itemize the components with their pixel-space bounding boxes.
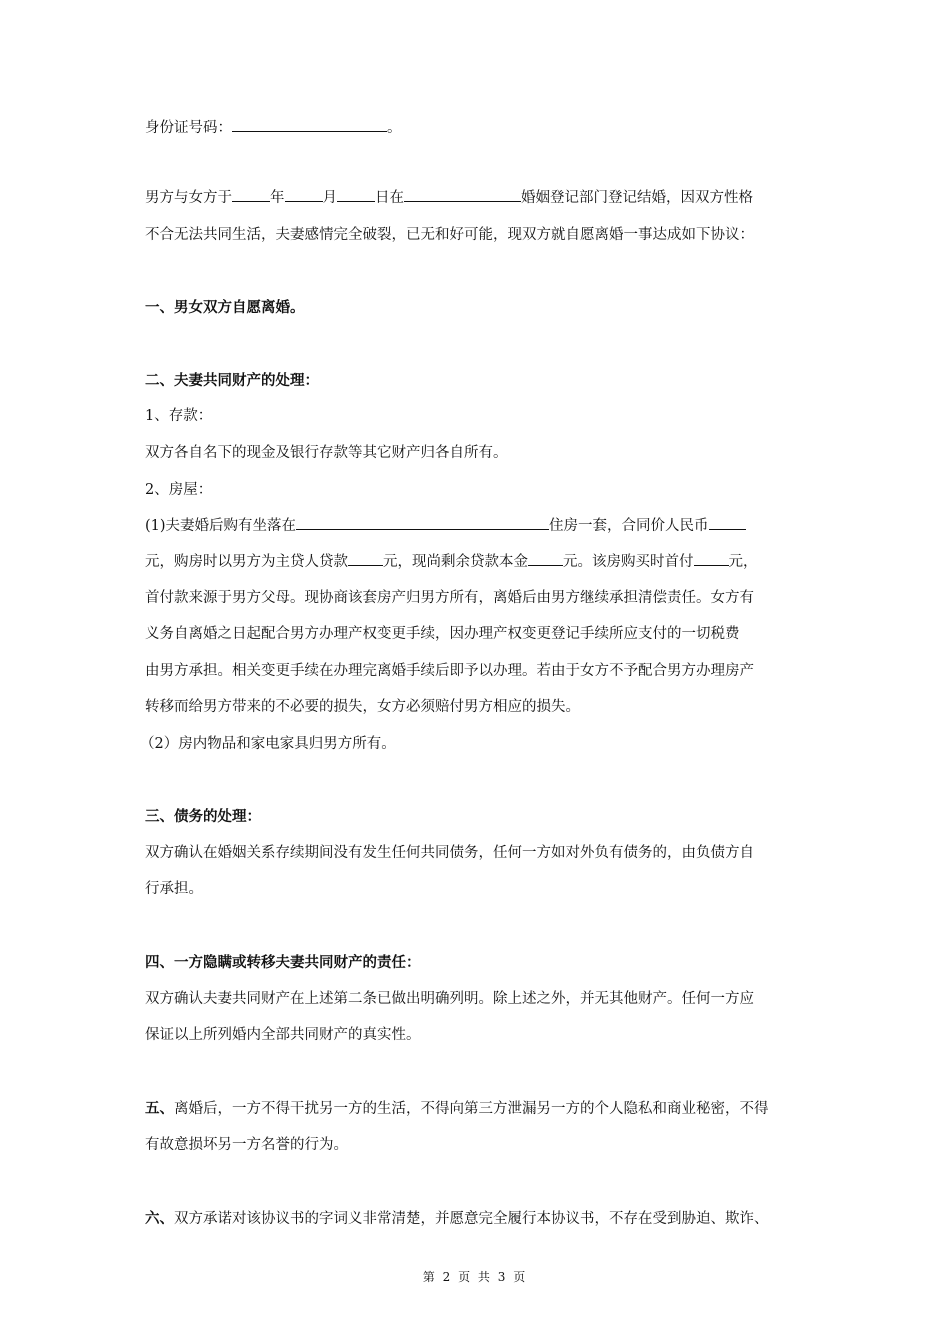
month-blank xyxy=(285,187,323,202)
text: 日在 xyxy=(375,190,404,206)
year-blank xyxy=(232,187,270,202)
section-3-heading: 三、债务的处理： xyxy=(145,808,261,825)
house-line-6: 转移而给男方带来的不必要的损失，女方必须赔付男方相应的损失。 xyxy=(145,699,580,715)
text: 离婚后，一方不得干扰另一方的生活，不得向第三方泄漏另一方的个人隐私和商业秘密，不得 xyxy=(174,1101,769,1117)
footer-text: 第 xyxy=(422,1270,437,1284)
marriage-line-1 xyxy=(145,187,753,208)
section-4-heading: 四、一方隐瞒或转移夫妻共同财产的责任： xyxy=(145,954,421,971)
location-blank xyxy=(296,515,549,530)
down-payment-blank xyxy=(694,551,729,566)
text: 年 xyxy=(270,190,285,206)
section-3-line-1: 双方确认在婚姻关系存续期间没有发生任何共同债务，任何一方如对外负有债务的，由负债方自 xyxy=(145,845,754,861)
house-item-2: （2）房内物品和家电家具归男方所有。 xyxy=(140,736,396,752)
footer-text: 页 xyxy=(513,1270,528,1284)
day-blank xyxy=(337,187,375,202)
section-6-line-1 xyxy=(145,1209,769,1229)
text: 月 xyxy=(322,190,337,206)
section-1-heading: 一、男女双方自愿离婚。 xyxy=(145,299,305,316)
id-number-blank xyxy=(232,117,387,132)
loan-blank xyxy=(348,551,383,566)
house-line-4: 义务自离婚之日起配合男方办理产权变更手续，因办理产权变更登记手续所应支付的一切税费 xyxy=(145,626,740,642)
page-footer xyxy=(0,1268,950,1285)
text: 男方与女方于 xyxy=(145,190,232,206)
text: 元，现尚剩余贷款本金 xyxy=(383,554,528,570)
section-5-line-2: 有故意损坏另一方名誉的行为。 xyxy=(145,1137,348,1153)
text: 双方承诺对该协议书的字词义非常清楚，并愿意完全履行本协议书，不存在受到胁迫、欺诈、 xyxy=(174,1211,769,1227)
footer-text: 页 共 xyxy=(458,1270,492,1284)
id-number-label: 身份证号码： xyxy=(145,120,232,136)
section-2-sub-1: 1、存款： xyxy=(145,408,213,424)
house-line-5: 由男方承担。相关变更手续在办理完离婚手续后即予以办理。若由于女方不予配合男方办理房产 xyxy=(145,663,754,679)
page-number: 2 xyxy=(442,1270,453,1284)
price-blank xyxy=(709,515,746,530)
section-2-heading: 二、夫妻共同财产的处理： xyxy=(145,372,319,389)
id-number-line xyxy=(145,117,402,138)
section-4-line-2: 保证以上所列婚内全部共同财产的真实性。 xyxy=(145,1027,421,1043)
id-number-end: 。 xyxy=(387,120,402,136)
text: 元。该房购买时首付 xyxy=(563,554,694,570)
text: 婚姻登记部门登记结婚，因双方性格 xyxy=(521,190,753,206)
section-5-line-1 xyxy=(145,1099,769,1119)
page-total: 3 xyxy=(497,1270,508,1284)
text: (1)夫妻婚后购有坐落在 xyxy=(145,518,297,534)
remaining-blank xyxy=(528,551,563,566)
text: 元， xyxy=(728,554,758,570)
section-2-sub-1-text: 双方各自名下的现金及银行存款等其它财产归各自所有。 xyxy=(145,445,508,461)
section-5-number: 五、 xyxy=(145,1100,174,1117)
text: 元，购房时以男方为主贷人贷款 xyxy=(145,554,348,570)
marriage-line-2: 不合无法共同生活，夫妻感情完全破裂，已无和好可能，现双方就自愿离婚一事达成如下协议： xyxy=(145,227,754,243)
section-4-line-1: 双方确认夫妻共同财产在上述第二条已做出明确列明。除上述之外，并无其他财产。任何一方应 xyxy=(145,991,754,1007)
section-6-number: 六、 xyxy=(145,1210,174,1227)
section-2-sub-2: 2、房屋： xyxy=(145,482,213,498)
house-line-3: 首付款来源于男方父母。现协商该套房产归男方所有，离婚后由男方继续承担清偿责任。女方有 xyxy=(145,590,754,606)
text: 住房一套，合同价人民币 xyxy=(549,518,709,534)
place-blank xyxy=(404,187,521,202)
section-3-line-2: 行承担。 xyxy=(145,881,203,897)
house-line-1 xyxy=(145,515,746,536)
house-line-2 xyxy=(145,551,758,572)
